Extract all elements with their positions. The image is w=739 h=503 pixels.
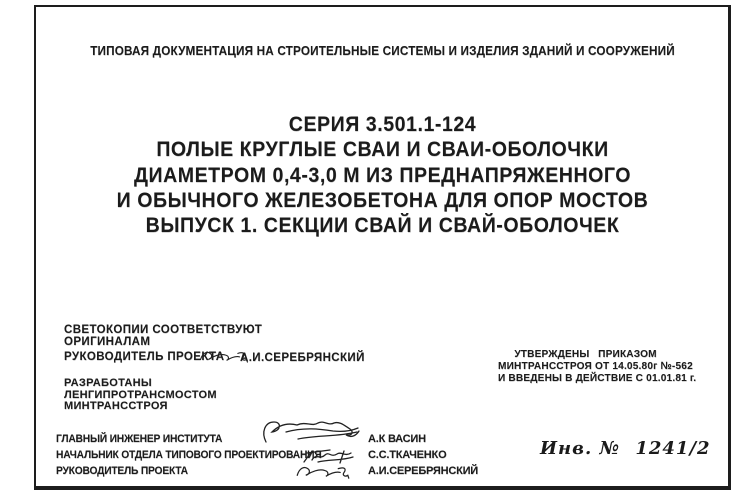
copy-note-line: ОРИГИНАЛАМ [64, 335, 151, 348]
signatory-name: А.К ВАСИН [368, 433, 426, 445]
approval-line: МИНТРАНССТРОЯ ОТ 14.05.80г №-562 [498, 360, 693, 372]
signatory-role: ГЛАВНЫЙ ИНЖЕНЕР ИНСТИТУТА [56, 433, 223, 445]
page-border-frame [34, 5, 731, 490]
signatory-name: А.И.СЕРЕБРЯНСКИЙ [368, 465, 479, 477]
copy-note-line: СВЕТОКОПИИ СООТВЕТСТВУЮТ [64, 324, 263, 336]
document-header: ТИПОВАЯ ДОКУМЕНТАЦИЯ НА СТРОИТЕЛЬНЫЕ СИСТЕМЫ И ИЗДЕЛИЯ ЗДАНИЙ И СООРУЖЕНИЙ [90, 43, 675, 58]
project-leader-role: РУКОВОДИТЕЛЬ ПРОЕКТА [64, 351, 225, 363]
developed-by-block [64, 378, 217, 413]
approval-block [498, 348, 696, 384]
signatory-role: НАЧАЛЬНИК ОТДЕЛА ТИПОВОГО ПРОЕКТИРОВАНИЯ [56, 449, 322, 461]
signature-serebryansky-icon [292, 461, 354, 487]
title-line: ВЫПУСК 1. СЕКЦИИ СВАЙ И СВАЙ-ОБОЛОЧЕК [145, 214, 620, 238]
signatory-role: РУКОВОДИТЕЛЬ ПРОЕКТА [56, 465, 188, 477]
approval-line: УТВЕРЖДЕНЫ ПРИКАЗОМ [514, 348, 657, 360]
project-leader-row [64, 351, 365, 364]
signatory-name: С.С.ТКАЧЕНКО [368, 449, 447, 461]
project-leader-name: А.И.СЕРЕБРЯНСКИЙ [240, 352, 365, 364]
approval-line: И ВВЕДЕНЫ В ДЕЙСТВИЕ С 01.01.81 г. [498, 372, 697, 384]
developed-line: МИНТРАНССТРОЯ [64, 400, 168, 412]
title-block [34, 112, 731, 238]
title-line: ДИАМЕТРОМ 0,4-3,0 М ИЗ ПРЕДНАПРЯЖЕННОГО [134, 163, 631, 187]
signatory-row [56, 465, 716, 479]
developed-line: РАЗРАБОТАНЫ [64, 377, 152, 389]
copy-certification-block [64, 324, 365, 364]
series-number: СЕРИЯ 3.501.1-124 [288, 113, 477, 136]
title-line: И ОБЫЧНОГО ЖЕЛЕЗОБЕТОНА ДЛЯ ОПОР МОСТОВ [116, 188, 649, 212]
inventory-label: Инв. № [540, 438, 621, 459]
inventory-number [540, 438, 711, 459]
developed-line: ЛЕНГИПРОТРАНСМОСТОМ [64, 388, 217, 401]
inventory-value: 1241/2 [635, 438, 711, 459]
title-line: ПОЛЫЕ КРУГЛЫЕ СВАИ И СВАИ-ОБОЛОЧКИ [156, 138, 609, 162]
